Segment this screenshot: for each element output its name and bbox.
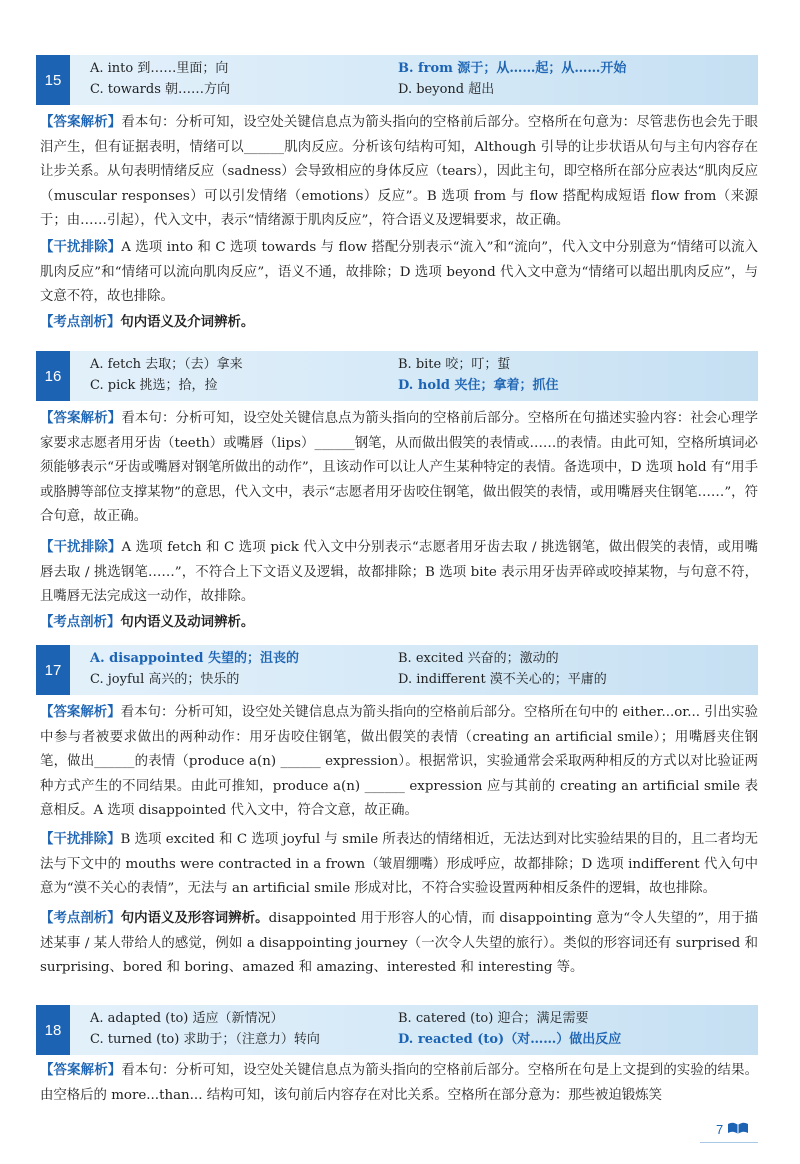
point-bold: 句内语义及介词辨析。 — [120, 314, 255, 330]
option-a: A. fetch 去取；（去）拿来 — [90, 357, 243, 372]
answer-tag: 【答案解析】 — [40, 1062, 122, 1078]
page-footer — [716, 1118, 758, 1140]
point-tag: 【考点剖析】 — [40, 910, 121, 926]
question-number: 16 — [36, 351, 70, 401]
option-b: B. catered (to) 迎合；满足需要 — [398, 1011, 589, 1026]
point-analysis — [40, 906, 758, 981]
option-b: B. excited 兴奋的；激动的 — [398, 651, 559, 666]
point-tag: 【考点剖析】 — [40, 614, 121, 630]
point-bold: 句内语义及形容词辨析。 — [120, 910, 269, 926]
answer-tag: 【答案解析】 — [40, 410, 122, 426]
page-number: 7 — [716, 1121, 724, 1137]
answer-tag: 【答案解析】 — [40, 114, 122, 130]
point-text: disappointed 用于形容人的心情，而 disappointing 意为“令人失望的”，用于描述某事 / 某人带给人的感觉，例如 a disappointing journey（一次令人失望的旅行）。类似的形容词还有 surprised 和 surprising、bored 和 boring、amazed 和 amazing、interested 和 interesting 等。 — [40, 911, 759, 975]
footer-divider — [700, 1142, 758, 1143]
answer-text: 看本句：分析可知，设空处关键信息点为箭头指向的空格前后部分。空格所在句意为：尽管悲伤也会先于眼泪产生，但有证据表明，情绪可以______肌肉反应。分析该句结构可知，Although 引导的让步状语从句与主句内容存在让步关系。从句表明情绪反应（sadness）会导致相应的身体反应（tears），因此主句，即空格所在部分应表达“肌肉反应（muscular responses）可以引发情绪（emotions）反应”。B 选项 from 与 flow 搭配构成短语 flow from（来源于；由……引起），代入文中，表示“情绪源于肌肉反应”，符合语义及逻辑要求，故正确。 — [40, 115, 759, 228]
option-a: A. into 到……里面；向 — [90, 61, 229, 76]
distractor-analysis — [40, 535, 758, 610]
question-options-block — [36, 55, 758, 105]
option-d-correct: D. reacted (to)（对……）做出反应 — [398, 1032, 622, 1047]
answer-analysis — [40, 1058, 758, 1108]
answer-analysis — [40, 700, 758, 824]
answer-tag: 【答案解析】 — [40, 704, 121, 720]
option-a: A. adapted (to) 适应（新情况） — [90, 1011, 284, 1026]
option-d-correct: D. hold 夹住；拿着；抓住 — [398, 378, 559, 393]
question-number: 15 — [36, 55, 70, 105]
option-d: D. indifferent 漠不关心的；平庸的 — [398, 672, 607, 687]
distractor-text: A 选项 into 和 C 选项 towards 与 flow 搭配分别表示“流入”和“流向”，代入文中分别意为“情绪可以流入肌肉反应”和“情绪可以流向肌肉反应”，语义不通，故排除；D 选项 beyond 代入文中意为“情绪可以超出肌肉反应”，与文意不符，故也排除。 — [40, 240, 758, 304]
answer-text: 看本句：分析可知，设空处关键信息点为箭头指向的空格前后部分。空格所在句中的 either...or... 引出实验中参与者被要求做出的两种动作：用牙齿咬住钢笔，做出假笑的表情（creating an artificial smile）；用嘴唇夹住钢笔，做出______的表情（produce a(n) ______ expression）。根据常识，实验通常会采取两种相反的方式以对比验证两种方式产生的不同结果。由此可推知，produce a(n) ______ expression 应与其前的 creating an artificial smile 表意相反。A 选项 disappointed 代入文中，符合文意，故正确。 — [40, 705, 759, 818]
book-icon — [727, 1120, 749, 1139]
point-tag: 【考点剖析】 — [40, 314, 121, 330]
option-c: C. turned (to) 求助于；（注意力）转向 — [90, 1032, 320, 1047]
option-c: C. pick 挑选；拾，捡 — [90, 378, 218, 393]
point-analysis — [40, 610, 758, 636]
question-options-block — [36, 645, 758, 695]
option-b-correct: B. from 源于；从……起；从……开始 — [398, 61, 627, 76]
option-a-correct: A. disappointed 失望的；沮丧的 — [90, 651, 300, 666]
question-number: 18 — [36, 1005, 70, 1055]
answer-analysis — [40, 406, 758, 530]
question-number: 17 — [36, 645, 70, 695]
answer-analysis — [40, 110, 758, 234]
option-c: C. towards 朝……方向 — [90, 82, 231, 97]
distractor-text: B 选项 excited 和 C 选项 joyful 与 smile 所表达的情绪相近，无法达到对比实验结果的目的，且二者均无法与下文中的 mouths were contracted in a frown（皱眉绷嘴）形成呼应，故都排除；D 选项 indifferent 代入句中意为“漠不关心的表情”，无法与 an artificial smile 形成对比，不符合实验设置两种相反条件的逻辑，故也排除。 — [40, 832, 759, 896]
question-options-block — [36, 351, 758, 401]
distractor-tag: 【干扰排除】 — [40, 239, 122, 255]
answer-text: 看本句：分析可知，设空处关键信息点为箭头指向的空格前后部分。空格所在句是上文提到的实验的结果。由空格后的 more...than... 结构可知，该句前后内容存在对比关系。空格所在部分意为：那些被迫锻炼笑 — [40, 1063, 759, 1103]
point-bold: 句内语义及动词辨析。 — [120, 614, 255, 630]
distractor-analysis — [40, 235, 758, 310]
distractor-tag: 【干扰排除】 — [40, 539, 122, 555]
distractor-text: A 选项 fetch 和 C 选项 pick 代入文中分别表示“志愿者用牙齿去取 / 挑选钢笔，做出假笑的表情，或用嘴唇去取 / 挑选钢笔……”，不符合上下文语义及逻辑，故都排除；B 选项 bite 表示用牙齿弄碎或咬掉某物，与句意不符，且嘴唇无法完成这一动作，故排除。 — [40, 540, 759, 604]
option-d: D. beyond 超出 — [398, 82, 495, 97]
distractor-tag: 【干扰排除】 — [40, 831, 121, 847]
answer-text: 看本句：分析可知，设空处关键信息点为箭头指向的空格前后部分。空格所在句描述实验内容：社会心理学家要求志愿者用牙齿（teeth）或嘴唇（lips）______钢笔，从而做出假笑的表情或……的表情。由此可知，空格所填词必须能够表示“牙齿或嘴唇对钢笔所做出的动作”，且该动作可以让人产生某种特定的表情。备选项中，D 选项 hold 有“用手或胳膊等部位支撑某物”的意思，代入文中，表示“志愿者用牙齿咬住钢笔，做出假笑的表情，或用嘴唇夹住钢笔……”，符合句意，故正确。 — [40, 411, 759, 524]
option-c: C. joyful 高兴的；快乐的 — [90, 672, 240, 687]
option-b: B. bite 咬；叮；蜇 — [398, 357, 511, 372]
point-analysis — [40, 310, 758, 336]
question-options-block — [36, 1005, 758, 1055]
distractor-analysis — [40, 827, 758, 902]
